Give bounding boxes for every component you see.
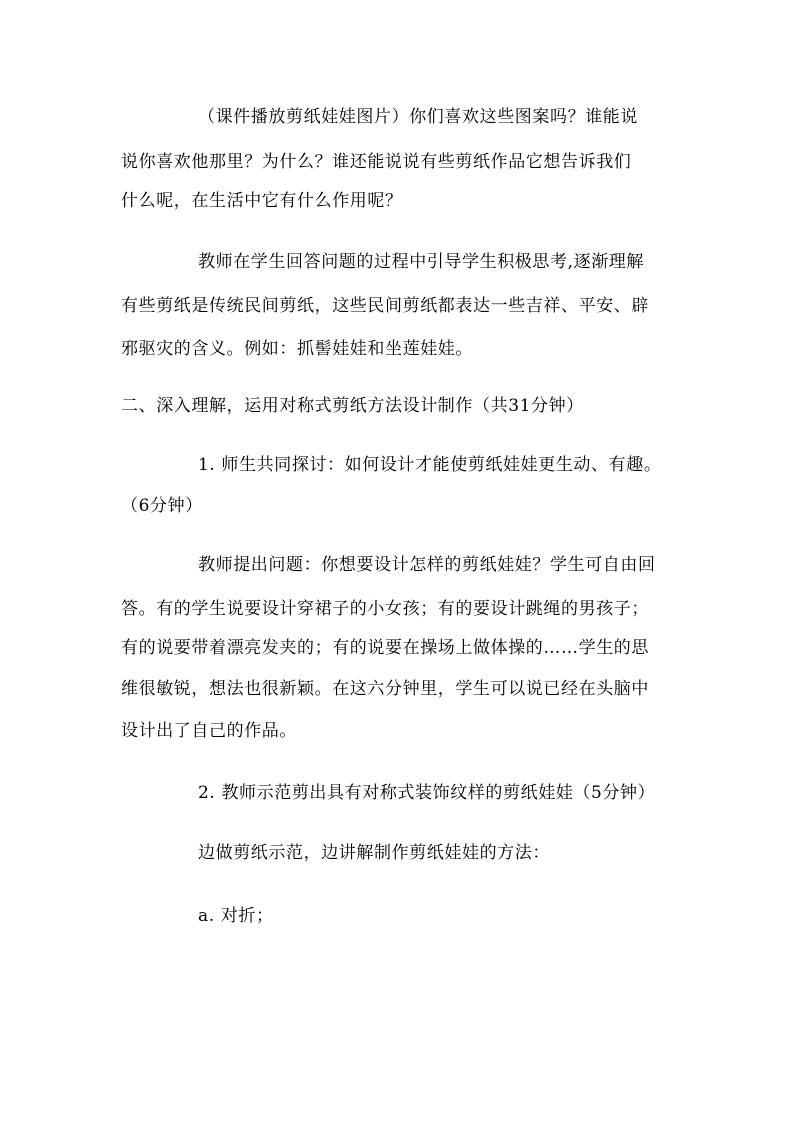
paragraph-2-line-2: 有些剪纸是传统民间剪纸，这些民间剪纸都表达一些吉祥、平安、辟 xyxy=(121,296,649,316)
paragraph-3-line-4: 维很敏锐，想法也很新颖。在这六分钟里，学生可以说已经在头脑中 xyxy=(121,679,649,699)
step-a: a. 对折； xyxy=(198,906,274,926)
paragraph-2-line-1: 教师在学生回答问题的过程中引导学生积极思考,逐渐理解 xyxy=(198,252,645,272)
paragraph-3-line-2: 答。有的学生说要设计穿裙子的小女孩；有的要设计跳绳的男孩子； xyxy=(121,599,649,619)
paragraph-2-line-3: 邪驱灾的含义。例如：抓髻娃娃和坐莲娃娃。 xyxy=(121,339,473,359)
paragraph-1-line-3: 什么呢，在生活中它有什么作用呢？ xyxy=(121,191,403,211)
paragraph-1-line-2: 说你喜欢他那里？为什么？谁还能说说有些剪纸作品它想告诉我们 xyxy=(121,152,632,172)
paragraph-3-line-5: 设计出了自己的作品。 xyxy=(121,721,297,741)
item-1-line-1: 1. 师生共同探讨：如何设计才能使剪纸娃娃更生动、有趣。 xyxy=(198,455,662,475)
item-1-line-2: （6分钟） xyxy=(121,496,203,516)
paragraph-3-line-3: 有的说要带着漂亮发夹的；有的说要在操场上做体操的……学生的思 xyxy=(121,638,649,658)
paragraph-3-line-1: 教师提出问题：你想要设计怎样的剪纸娃娃？学生可自由回 xyxy=(198,555,656,575)
item-2-line-1: 2. 教师示范剪出具有对称式装饰纹样的剪纸娃娃（5分钟） xyxy=(198,783,656,803)
paragraph-1-line-1: （课件播放剪纸娃娃图片）你们喜欢这些图案吗？谁能说 xyxy=(198,107,638,127)
section-heading: 二、深入理解，运用对称式剪纸方法设计制作（共31分钟） xyxy=(121,396,584,416)
method-intro: 边做剪纸示范，边讲解制作剪纸娃娃的方法： xyxy=(198,843,550,863)
